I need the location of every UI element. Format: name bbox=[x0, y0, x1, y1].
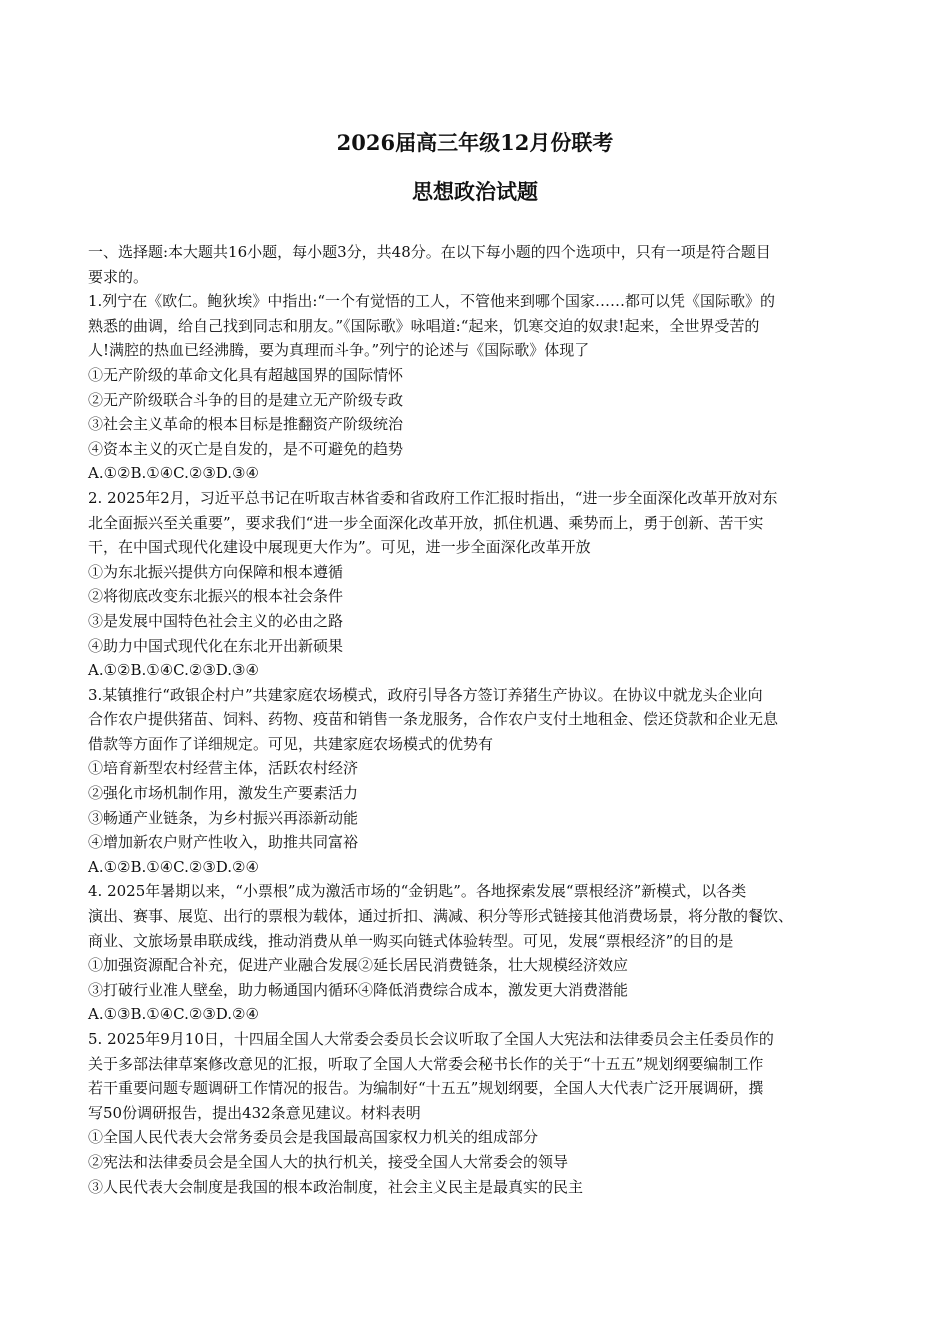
text-line: ①无产阶级的革命文化具有超越国界的国际情怀 bbox=[88, 365, 404, 384]
text-line: 演出、赛事、展览、出行的票根为载体，通过折扣、满减、积分等形式链接其他消费场景，将分散的餐饮、 bbox=[88, 907, 794, 926]
text-line: ②宪法和法律委员会是全国人大的执行机关，接受全国人大常委会的领导 bbox=[88, 1152, 569, 1171]
text-line: ③人民代表大会制度是我国的根本政治制度，社会主义民主是最真实的民主 bbox=[88, 1177, 584, 1196]
text-line: 合作农户提供猪苗、饲料、药物、疫苗和销售一条龙服务，合作农户支付土地租金、偿还贷款和企业无息 bbox=[88, 710, 779, 729]
text-line: A.①②B.①④C.②③D.③④ bbox=[88, 661, 259, 680]
text-line: 干，在中国式现代化建设中展现更大作为”。可见，进一步全面深化改革开放 bbox=[88, 538, 591, 557]
text-line: ①培育新型农村经营主体，活跃农村经济 bbox=[88, 759, 359, 778]
text-line: ①为东北振兴提供方向保障和根本遵循 bbox=[88, 562, 344, 581]
text-line: 3.某镇推行“政银企村户”共建家庭农场模式，政府引导各方签订养猪生产协议。在协议中就龙头企业向 bbox=[88, 685, 763, 704]
text-line: ④助力中国式现代化在东北开出新硕果 bbox=[88, 636, 344, 655]
text-line: 写50份调研报告，提出432条意见建议。材料表明 bbox=[88, 1103, 421, 1122]
text-line: ②无产阶级联合斗争的目的是建立无产阶级专政 bbox=[88, 390, 404, 409]
text-line: ①全国人民代表大会常务委员会是我国最高国家权力机关的组成部分 bbox=[88, 1128, 539, 1147]
text-line: ③打破行业准人壁垒，助力畅通国内循环④降低消费综合成本，激发更大消费潜能 bbox=[88, 980, 629, 999]
text-line: 一、选择题:本大题共16小题，每小题3分，共48分。在以下每小题的四个选项中，只有一项是符合题目 bbox=[88, 243, 771, 261]
text-line: 借款等方面作了详细规定。可见，共建家庭农场模式的优势有 bbox=[88, 734, 494, 753]
text-line: 5. 2025年9月10日，十四届全国人大常委会委员长会议听取了全国人大宪法和法律委员会主任委员作的 bbox=[88, 1030, 774, 1048]
text-line: 关于多部法律草案修改意见的汇报，听取了全国人大常委会秘书长作的关于“十五五”规划纲要编制工作 bbox=[88, 1054, 764, 1073]
text-line: 商业、文旅场景串联成线，推动消费从单一购买向链式体验转型。可见，发展“票根经济”的目的是 bbox=[88, 931, 734, 950]
text-line: A.①②B.①④C.②③D.③④ bbox=[88, 464, 259, 483]
text-line: 人!满腔的热血已经沸腾，要为真理而斗争。”列宁的论述与《国际歌》体现了 bbox=[88, 341, 590, 360]
text-line: ④资本主义的灭亡是自发的，是不可避免的趋势 bbox=[88, 439, 404, 458]
text-line: A.①②B.①④C.②③D.②④ bbox=[88, 857, 259, 876]
text-line: 要求的。 bbox=[88, 267, 149, 286]
text-line: 若干重要问题专题调研工作情况的报告。为编制好“十五五”规划纲要，全国人大代表广泛开展调研，撰 bbox=[88, 1079, 764, 1098]
exam-body bbox=[88, 240, 868, 1199]
text-line: ③畅通产业链条，为乡村振兴再添新动能 bbox=[88, 808, 359, 827]
text-line: 1.列宁在《欧仁。鲍狄埃》中指出:“一个有觉悟的工人，不管他来到哪个国家……都可以凭《国际歌》的 bbox=[88, 292, 776, 311]
text-line: 2. 2025年2月，习近平总书记在听取吉林省委和省政府工作汇报时指出，“进一步全面深化改革开放对东 bbox=[88, 488, 778, 507]
text-line: ①加强资源配合补充，促进产业融合发展②延长居民消费链条，壮大规模经济效应 bbox=[88, 956, 629, 975]
text-line: 北全面振兴至关重要”，要求我们“进一步全面深化改革开放，抓住机遇、乘势而上，勇于创新、苦干实 bbox=[88, 513, 764, 532]
text-line: A.①③B.①④C.②③D.②④ bbox=[88, 1005, 259, 1024]
text-line: ④增加新农户财产性收入，助推共同富裕 bbox=[88, 833, 359, 852]
text-line: ③社会主义革命的根本目标是推翻资产阶级统治 bbox=[88, 415, 404, 434]
text-line: 熟悉的曲调，给自己找到同志和朋友。”《国际歌》咏唱道:“起来，饥寒交迫的奴隶!起来，全世界受苦的 bbox=[88, 316, 760, 335]
exam-title: 2026届高三年级12月份联考 bbox=[336, 130, 614, 155]
exam-subject-title: 思想政治试题 bbox=[412, 179, 538, 204]
text-line: ②将彻底改变东北振兴的根本社会条件 bbox=[88, 587, 344, 606]
text-line: 4. 2025年暑期以来，“小票根”成为激活市场的“金钥匙”。各地探索发展“票根经济”新模式，以各类 bbox=[88, 882, 747, 901]
text-line: ③是发展中国特色社会主义的必由之路 bbox=[88, 611, 344, 630]
text-line: ②强化市场机制作用，激发生产要素活力 bbox=[88, 784, 359, 803]
